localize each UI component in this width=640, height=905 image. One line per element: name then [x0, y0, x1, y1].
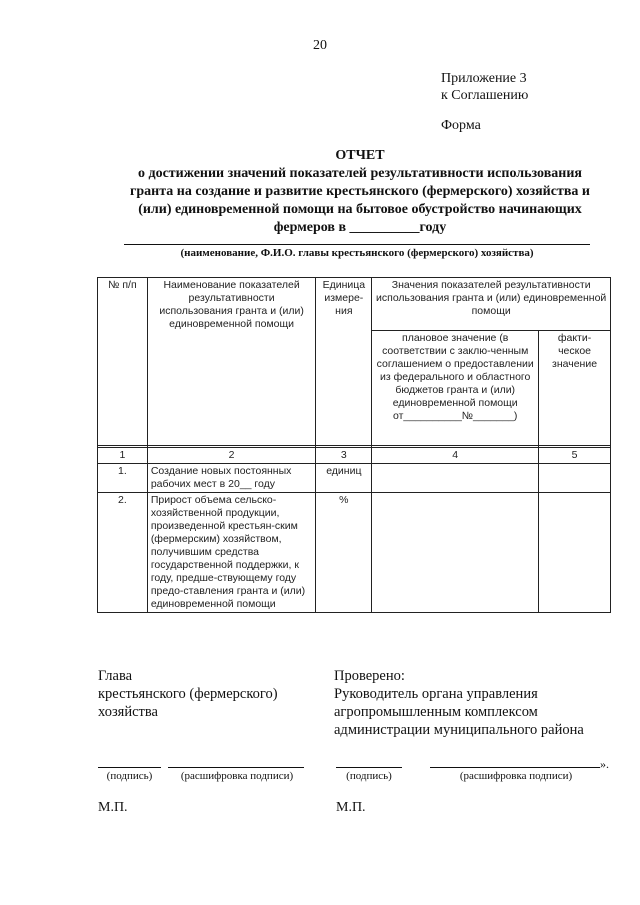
head-decode-caption: (расшифровка подписи): [180, 770, 294, 782]
signer-line-1: Глава: [98, 668, 133, 684]
title-heading: ОТЧЕТ: [335, 148, 385, 163]
col-number: 2: [147, 448, 316, 464]
title-line-2: гранта на создание и развитие крестьянского (фермерского) хозяйства и: [130, 184, 590, 199]
col-number: 3: [316, 448, 372, 464]
col-number: 5: [539, 448, 611, 464]
appendix-note: [441, 70, 528, 104]
head-sign-caption: (подпись): [106, 770, 153, 782]
verifier-stamp-label: М.П.: [336, 800, 366, 815]
row-planned[interactable]: [372, 493, 539, 613]
row-num: 2.: [98, 493, 148, 613]
row-indicator: Создание новых постоянных рабочих мест в 20__ году: [147, 464, 316, 493]
head-stamp-label: М.П.: [98, 800, 128, 815]
header-indicator: Наименование показателей результативности использования гранта и (или) единовременной помощи: [147, 278, 316, 446]
verifier-line-2: Руководитель органа управления: [334, 686, 538, 702]
verifier-line-3: агропромышленным комплексом: [334, 704, 538, 720]
verifier-sign-caption: (подпись): [346, 770, 392, 782]
title-line-4: фермеров в __________году: [273, 220, 447, 235]
header-planned: плановое значение (в соответствии с заклю-ченным соглашением о предоставлении из федерального и областного бюджетов гранта и (или) единовременной помощи от__________№_______): [372, 331, 539, 446]
appendix-line-2: к Соглашению: [441, 88, 529, 103]
row-unit: %: [316, 493, 372, 613]
row-planned[interactable]: [372, 464, 539, 493]
title-line-1: о достижении значений показателей результативности использования: [138, 166, 582, 181]
verifier-sign-line: [336, 767, 402, 768]
closing-quote-mark: ».: [600, 757, 609, 771]
verifier-signature-block: [334, 667, 584, 739]
row-indicator: Прирост объема сельско-хозяйственной продукции, произведенной крестьян-ским (фермерским) хозяйством, получившим средства государственной поддержки, к году, предше-ствующему году предо-ставления гранта и (или) единовременной помощи: [147, 493, 316, 613]
verifier-line-4: администрации муниципального района: [334, 722, 584, 738]
head-sign-line: [98, 767, 161, 768]
col-number: 4: [372, 448, 539, 464]
head-decode-line: [168, 767, 304, 768]
name-fill-line: [124, 244, 590, 245]
row-actual[interactable]: [539, 493, 611, 613]
appendix-line-1: Приложение 3: [441, 71, 527, 86]
column-number-row: [98, 448, 611, 464]
form-label: Форма: [441, 118, 481, 133]
header-values: Значения показателей результативности использования гранта и (или) единовременной помощи: [372, 278, 611, 331]
header-actual: факти-ческое значение: [539, 331, 611, 446]
signer-line-3: хозяйства: [98, 704, 158, 720]
header-num: № п/п: [98, 278, 148, 446]
verifier-decode-line: [430, 767, 600, 768]
row-num: 1.: [98, 464, 148, 493]
verifier-line-1: Проверено:: [334, 668, 405, 684]
name-caption: (наименование, Ф.И.О. главы крестьянского (фермерского) хозяйства): [180, 247, 534, 259]
table-row: [98, 464, 611, 493]
header-row: [98, 278, 611, 331]
report-table: [97, 277, 611, 613]
table-row: [98, 493, 611, 613]
row-actual[interactable]: [539, 464, 611, 493]
signer-line-2: крестьянского (фермерского): [98, 686, 278, 702]
verifier-decode-caption: (расшифровка подписи): [459, 770, 573, 782]
title-line-3: (или) единовременной помощи на бытовое обустройство начинающих: [138, 202, 582, 217]
head-signature-block: [98, 667, 278, 721]
page-number: 20: [313, 38, 327, 53]
header-unit: Единица измере-ния: [316, 278, 372, 446]
row-unit: единиц: [316, 464, 372, 493]
report-title: [110, 147, 610, 237]
col-number: 1: [98, 448, 148, 464]
